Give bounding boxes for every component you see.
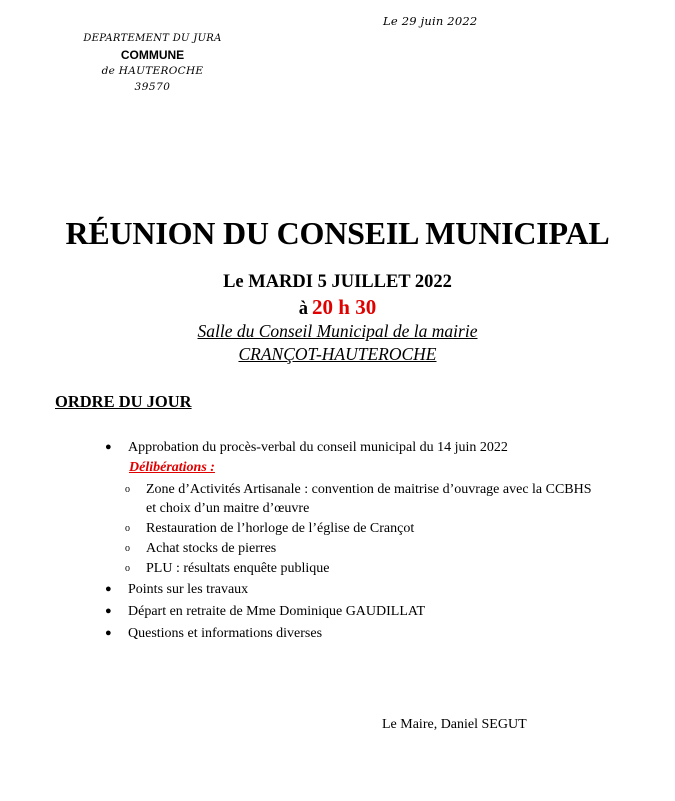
meeting-time-line — [0, 294, 675, 323]
postal-code: 39570 — [134, 81, 171, 93]
signature: Le Maire, Daniel SEGUT — [382, 717, 527, 732]
agenda-item-retraite: Départ en retraite de Mme Dominique GAUDILLAT — [128, 604, 426, 619]
bullet-icon: ● — [105, 605, 112, 617]
meeting-room — [0, 320, 675, 342]
deliberations-label — [129, 458, 215, 478]
sub-item-pierres: Achat stocks de pierres — [146, 541, 277, 556]
circle-bullet-icon: o — [125, 563, 130, 574]
commune-name: de HAUTEROCHE — [101, 65, 204, 77]
letterhead — [65, 31, 240, 95]
page-title: RÉUNION DU CONSEIL MUNICIPAL — [65, 215, 610, 251]
meeting-place — [0, 343, 675, 365]
bullet-icon: ● — [105, 441, 112, 453]
sub-item-zone-activites-cont: et choix d’un maitre d’œuvre — [146, 501, 310, 516]
circle-bullet-icon: o — [125, 543, 130, 554]
agenda-item-approval: Approbation du procès-verbal du conseil municipal du 14 juin 2022 — [128, 440, 508, 455]
document-date: Le 29 juin 2022 — [383, 14, 478, 28]
circle-bullet-icon: o — [125, 523, 130, 534]
bullet-icon: ● — [105, 583, 112, 595]
agenda-item-travaux: Points sur les travaux — [128, 582, 249, 597]
sub-item-horloge: Restauration de l’horloge de l’église de Crançot — [146, 521, 415, 536]
sub-item-zone-activites: Zone d’Activités Artisanale : convention de maitrise d’ouvrage avec la CCBHS — [146, 482, 592, 497]
agenda-item-questions: Questions et informations diverses — [128, 626, 323, 641]
meeting-date: Le MARDI 5 JUILLET 2022 — [223, 272, 452, 292]
meeting-time: 20 h 30 — [312, 295, 377, 319]
department-name: DEPARTEMENT DU JURA — [83, 33, 222, 44]
bullet-icon: ● — [105, 627, 112, 639]
commune-label: COMMUNE — [120, 48, 185, 62]
deliberations-label-text: Délibérations : — [129, 460, 215, 475]
circle-bullet-icon: o — [125, 484, 130, 495]
meeting-time-prefix: à — [298, 299, 309, 319]
agenda-title: ORDRE DU JOUR — [55, 392, 192, 411]
meeting-room-text: Salle du Conseil Municipal de la mairie — [197, 321, 478, 341]
meeting-place-text: CRANÇOT-HAUTEROCHE — [238, 344, 437, 364]
sub-item-plu: PLU : résultats enquête publique — [146, 561, 330, 576]
